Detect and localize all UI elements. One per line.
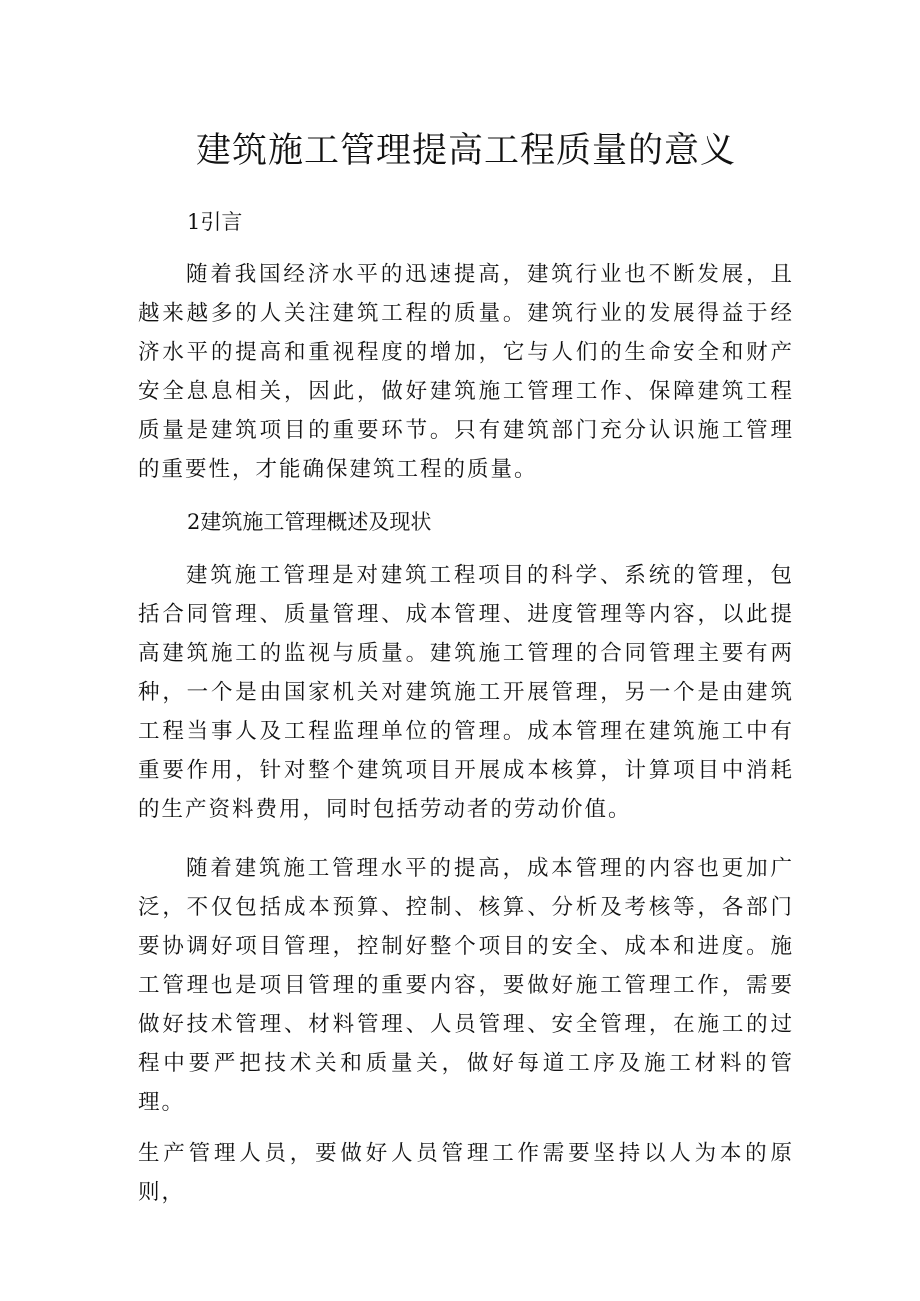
section-heading-introduction: 1引言: [187, 210, 243, 234]
overview-paragraph-3: 生产管理人员，要做好人员管理工作需要坚持以人为本的原则，: [138, 1141, 794, 1205]
section-heading-overview: 2建筑施工管理概述及现状: [187, 510, 432, 534]
overview-paragraph-1: 建筑施工管理是对建筑工程项目的科学、系统的管理，包括合同管理、质量管理、成本管理、进度管理等内容，以此提高建筑施工的监视与质量。建筑施工管理的合同管理主要有两种，一个是由国家机关对建筑施工开展管理，另一个是由建筑工程当事人及工程监理单位的管理。成本管理在建筑施工中有重要作用，针对整个建筑项目开展成本核算，计算项目中消耗的生产资料费用，同时包括劳动者的劳动价值。: [138, 563, 794, 822]
document-title: 建筑施工管理提高工程质量的意义: [195, 131, 736, 171]
overview-paragraph-2: 随着建筑施工管理水平的提高，成本管理的内容也更加广泛，不仅包括成本预算、控制、核算、分析及考核等，各部门要协调好项目管理，控制好整个项目的安全、成本和进度。施工管理也是项目管理的重要内容，要做好施工管理工作，需要做好技术管理、材料管理、人员管理、安全管理，在施工的过程中要严把技术关和质量关，做好每道工序及施工材料的管理。: [138, 856, 794, 1115]
introduction-paragraph: 随着我国经济水平的迅速提高，建筑行业也不断发展，且越来越多的人关注建筑工程的质量。建筑行业的发展得益于经济水平的提高和重视程度的增加，它与人们的生命安全和财产安全息息相关，因此，做好建筑施工管理工作、保障建筑工程质量是建筑项目的重要环节。只有建筑部门充分认识施工管理的重要性，才能确保建筑工程的质量。: [138, 262, 794, 482]
